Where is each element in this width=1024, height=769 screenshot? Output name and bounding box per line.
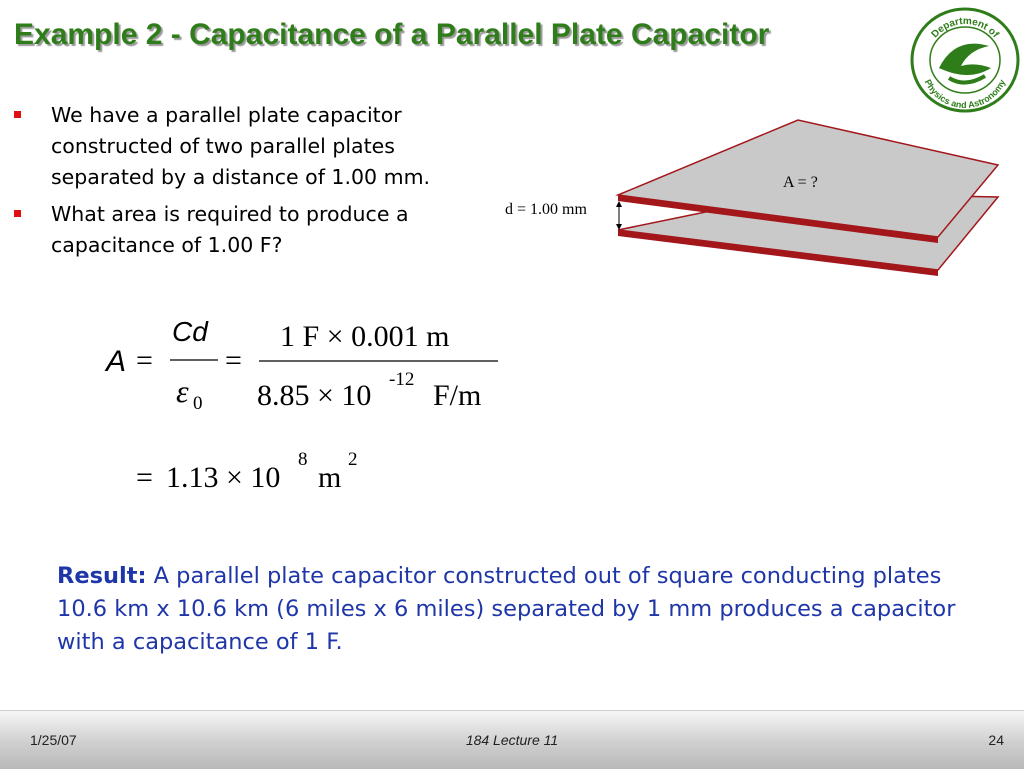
logo-text-bottom: Physics and Astronomy bbox=[922, 77, 1008, 111]
bullet-text: What area is required to produce a capacitance of 1.00 F? bbox=[51, 202, 409, 257]
area-label: A = ? bbox=[783, 174, 818, 191]
eq-epsilon: ε bbox=[176, 373, 189, 409]
eq-denominator-unit: F/m bbox=[433, 379, 482, 412]
eq-denominator-exponent: -12 bbox=[389, 369, 415, 390]
eq-result-main: 1.13 × 10 bbox=[166, 461, 281, 494]
logo-text-top: Department of bbox=[929, 15, 1001, 41]
eq-numerator-2: 1 F × 0.001 m bbox=[280, 320, 450, 353]
eq-equals-2: = bbox=[225, 344, 242, 377]
result-paragraph bbox=[57, 560, 957, 659]
eq-result-exponent: 8 bbox=[298, 449, 308, 470]
bullet-list bbox=[12, 100, 492, 261]
footer-date: 1/25/07 bbox=[30, 732, 77, 748]
eq-numerator-1: Cd bbox=[172, 316, 208, 347]
department-logo bbox=[909, 6, 1021, 114]
bullet-marker-icon bbox=[14, 111, 21, 118]
footer-page-number: 24 bbox=[988, 732, 1004, 748]
eq-result-equals: = bbox=[136, 461, 153, 494]
result-text: A parallel plate capacitor constructed out of square conducting plates 10.6 km x 10.6 km (6 miles x 6 miles) separated by 1 mm produces a capacitor with a capacitance of 1 F. bbox=[57, 563, 956, 655]
result-label: Result: bbox=[57, 563, 147, 589]
eq-epsilon-subscript: 0 bbox=[193, 393, 203, 414]
bullet-marker-icon bbox=[14, 210, 21, 217]
eq-lhs: A bbox=[106, 345, 127, 378]
eq-result-unit: m bbox=[318, 461, 342, 494]
eq-denominator-main: 8.85 × 10 bbox=[257, 379, 372, 412]
distance-label: d = 1.00 mm bbox=[505, 201, 587, 218]
bullet-text: We have a parallel plate capacitor constructed of two parallel plates separated by a distance of 1.00 mm. bbox=[51, 103, 431, 189]
bullet-item bbox=[12, 100, 492, 193]
eq-equals-1: = bbox=[136, 344, 153, 377]
eq-result-unit-exponent: 2 bbox=[348, 449, 358, 470]
bullet-item bbox=[12, 199, 492, 261]
footer-center-title: 184 Lecture 11 bbox=[465, 732, 559, 748]
capacitor-diagram bbox=[500, 115, 1010, 285]
equation bbox=[100, 310, 520, 510]
slide-title: Example 2 - Capacitance of a Parallel Plate Capacitor bbox=[14, 18, 770, 51]
